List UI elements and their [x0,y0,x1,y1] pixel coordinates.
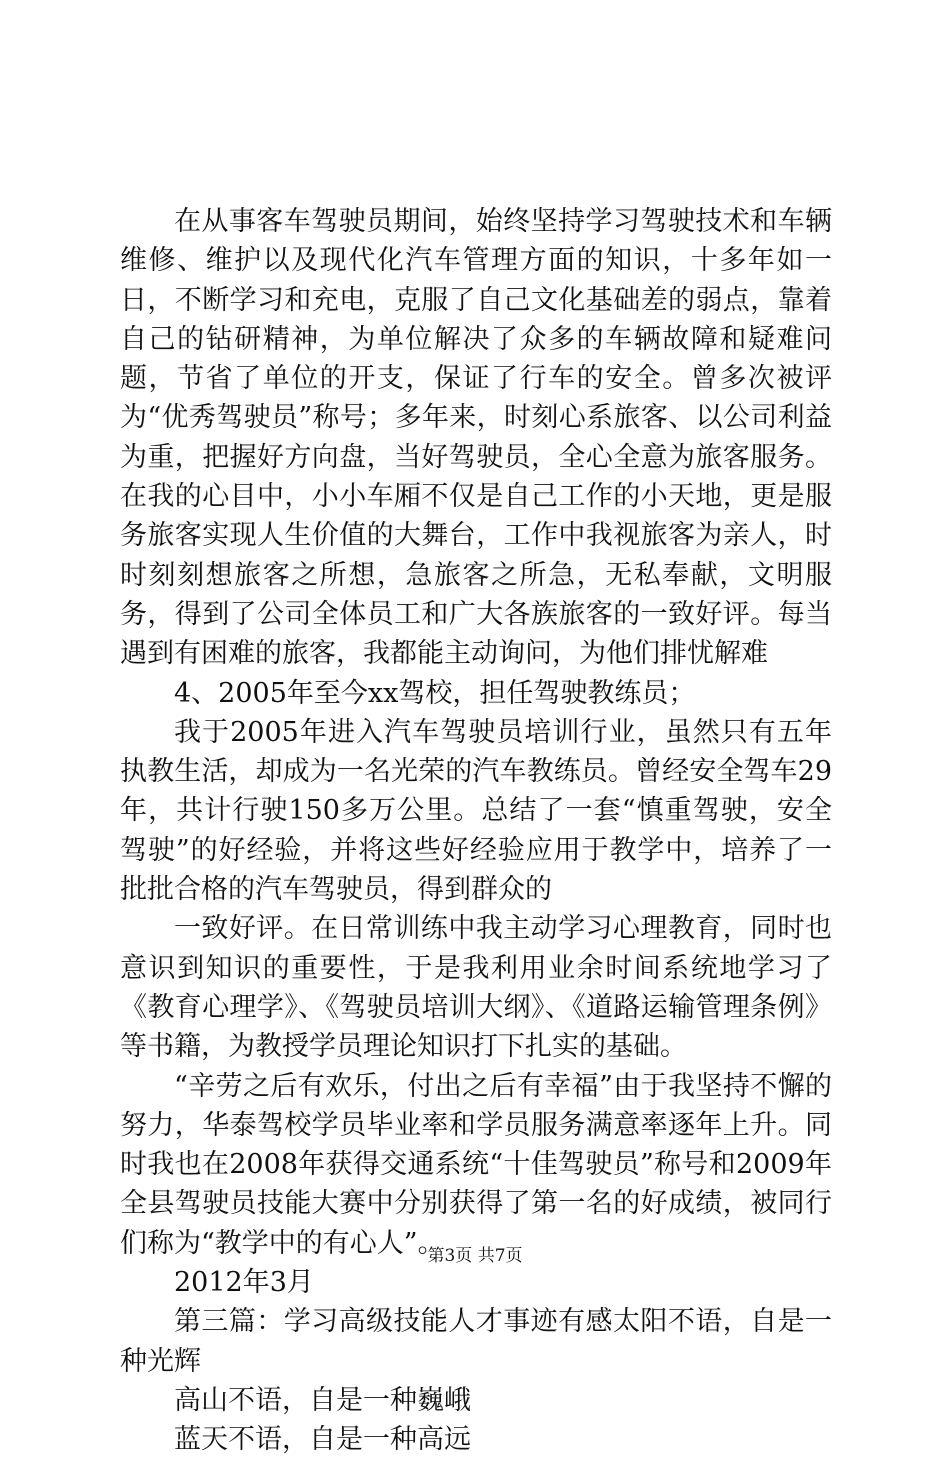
paragraph-learning: 一致好评。在日常训练中我主动学习心理教育，同时也意识到知识的重要性，于是我利用业余时间系统地学习了《教育心理学》、《驾驶员培训大纲》、《道路运输管理条例》等书籍，为教授学员理论知识打下扎实的基础。 [120,913,832,1063]
paragraph-section-4-heading: 4、2005年至今xx驾校，担任驾驶教练员； [174,677,696,709]
document-body [120,202,832,1460]
paragraph-driver-career: 在从事客车驾驶员期间，始终坚持学习驾驶技术和车辆维修、维护以及现代化汽车管理方面的知识，十多年如一日，不断学习和充电，克服了自己文化基础差的弱点，靠着自己的钻研精神，为单位解决了众多的车辆故障和疑难问题，节省了单位的开支，保证了行车的安全。曾多次被评为“优秀驾驶员”称号；多年来，时刻心系旅客、以公司利益为重，把握好方向盘，当好驾驶员，全心全意为旅客服务。在我的心目中，小小车厢不仅是自己工作的小天地，更是服务旅客实现人生价值的大舞台，工作中我视旅客为亲人，时时刻刻想旅客之所想，急旅客之所急，无私奉献，文明服务，得到了公司全体员工和广大各族旅客的一致好评。每当遇到有困难的旅客，我都能主动询问，为他们排忧解难 [120,206,832,670]
paragraph-chapter-three-title: 第三篇：学习高级技能人才事迹有感太阳不语，自是一种光辉 [120,1306,832,1377]
paragraph-achievements: “辛劳之后有欢乐，付出之后有幸福”由于我坚持不懈的努力，华泰驾校学员毕业率和学员服务满意率逐年上升。同时我也在2008年获得交通系统“十佳驾驶员”称号和2009年全县驾驶员技能大赛中分别获得了第一名的好成绩，被同行们称为“教学中的有心人”。 [120,1070,832,1259]
paragraph-poem-line-1: 高山不语，自是一种巍峨 [174,1384,471,1416]
paragraph-date: 2012年3月 [174,1267,314,1299]
paragraph-poem-line-2: 蓝天不语，自是一种高远 [174,1424,471,1456]
paragraph-instructor-intro: 我于2005年进入汽车驾驶员培训行业，虽然只有五年执教生活，却成为一名光荣的汽车教练员。曾经安全驾车29年，共计行驶150多万公里。总结了一套“慎重驾驶，安全驾驶”的好经验，并将这些好经验应用于教学中，培养了一批批合格的汽车驾驶员，得到群众的 [120,716,832,906]
page-footer: 第3页 共7页 [427,1246,523,1266]
